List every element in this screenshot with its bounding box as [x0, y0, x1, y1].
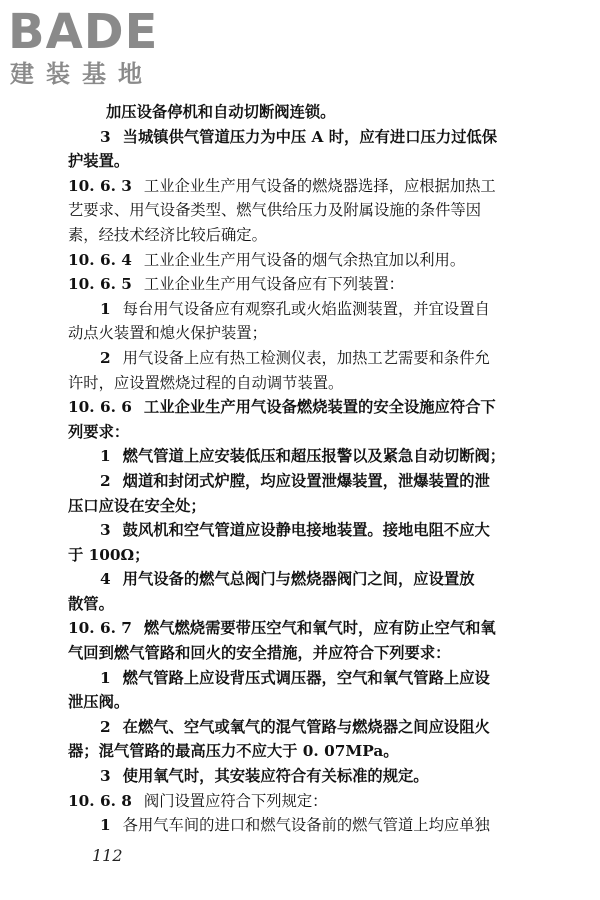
line-text: 艺要求、用气设备类型、燃气供给压力及附属设施的条件等因 [68, 201, 482, 220]
line-text: 护装置。 [68, 152, 130, 171]
line-text: 工业企业生产用气设备的燃烧器选择，应根据加热工 [143, 176, 496, 195]
text-line [68, 149, 548, 174]
clause-number: 10. 6. 5 [68, 275, 132, 294]
text-line [68, 198, 548, 223]
clause-number: 1 [100, 668, 111, 687]
clause-number: 2 [100, 717, 111, 736]
line-text: 用气设备的燃气总阀门与燃烧器阀门之间，应设置放 [122, 570, 475, 589]
line-text: 动点火装置和熄火保护装置； [68, 324, 267, 343]
text-line [68, 371, 548, 396]
clause-number: 10. 6. 6 [68, 398, 132, 417]
line-text: 当城镇供气管道压力为中压 A 时，应有进口压力过低保 [122, 127, 498, 146]
text-line [68, 641, 548, 666]
line-text: 素，经技术经济比较后确定。 [68, 225, 267, 244]
text-line [68, 420, 548, 445]
text-line [68, 272, 548, 297]
logo-wordmark: BADE [8, 4, 159, 60]
text-line [68, 789, 548, 814]
clause-number: 1 [100, 447, 111, 466]
clause-number: 1 [100, 299, 111, 318]
text-line [68, 346, 548, 371]
line-text: 于 100Ω； [68, 545, 150, 564]
text-line [68, 764, 548, 789]
clause-number: 2 [100, 471, 111, 490]
text-line [68, 518, 548, 543]
text-line [68, 567, 548, 592]
clause-number: 10. 6. 4 [68, 250, 132, 269]
line-text: 用气设备上应有热工检测仪表，加热工艺需要和条件允 [122, 348, 490, 367]
text-line [68, 813, 548, 838]
line-text: 泄压阀。 [68, 693, 130, 712]
text-line [68, 690, 548, 715]
clause-number: 3 [100, 767, 111, 786]
line-text: 阀门设置应符合下列规定： [143, 791, 328, 810]
text-line [68, 469, 548, 494]
brand-logo [8, 6, 178, 90]
clause-number: 2 [100, 348, 111, 367]
clause-number: 10. 6. 7 [68, 619, 132, 638]
line-text: 烟道和封闭式炉膛，均应设置泄爆装置，泄爆装置的泄 [122, 471, 490, 490]
text-line [68, 494, 548, 519]
line-text: 器；混气管路的最高压力不应大于 0. 07MPa。 [68, 742, 399, 761]
clause-number: 3 [100, 127, 111, 146]
line-text: 气回到燃气管路和回火的安全措施，并应符合下列要求： [68, 644, 451, 663]
line-text: 鼓风机和空气管道应设静电接地装置。接地电阻不应大 [122, 521, 490, 540]
line-text: 压口应设在安全处； [68, 496, 206, 515]
line-text: 燃气管道上应安装低压和超压报警以及紧急自动切断阀； [122, 447, 506, 466]
line-text: 列要求： [68, 422, 130, 441]
logo-subtitle: 建装基地 [10, 60, 154, 88]
line-text: 燃气管路上应设背压式调压器，空气和氧气管路上应设 [122, 668, 490, 687]
text-line [68, 297, 548, 322]
line-text: 使用氧气时，其安装应符合有关标准的规定。 [122, 767, 429, 786]
text-line [68, 125, 548, 150]
clause-number: 10. 6. 3 [68, 176, 132, 195]
line-text: 许时，应设置燃烧过程的自动调节装置。 [68, 373, 344, 392]
text-line [68, 174, 548, 199]
text-line [68, 444, 548, 469]
text-line [68, 223, 548, 248]
clause-number: 10. 6. 8 [68, 791, 132, 810]
line-text: 加压设备停机和自动切断阀连锁。 [106, 103, 336, 121]
text-line [68, 321, 548, 346]
text-line [68, 248, 548, 273]
text-line [68, 616, 548, 641]
text-line [68, 666, 548, 691]
document-body [68, 100, 548, 838]
line-text: 工业企业生产用气设备应有下列装置： [143, 275, 404, 294]
line-text: 燃气燃烧需要带压空气和氧气时，应有防止空气和氧 [143, 619, 496, 638]
clause-number: 3 [100, 521, 111, 540]
page-number: 112 [92, 846, 123, 865]
line-text: 各用气车间的进口和燃气设备前的燃气管道上均应单独 [122, 816, 490, 835]
line-text: 每台用气设备应有观察孔或火焰监测装置，并宜设置自 [122, 299, 490, 318]
text-line [68, 715, 548, 740]
text-line [68, 543, 548, 568]
clause-number: 4 [100, 570, 111, 589]
clause-number: 1 [100, 816, 111, 835]
line-text: 在燃气、空气或氧气的混气管路与燃烧器之间应设阻火 [122, 717, 490, 736]
text-line [68, 395, 548, 420]
line-text: 散管。 [68, 594, 114, 613]
line-text: 工业企业生产用气设备燃烧装置的安全设施应符合下 [143, 398, 496, 417]
text-line [68, 100, 548, 125]
text-line [68, 592, 548, 617]
line-text: 工业企业生产用气设备的烟气余热宜加以利用。 [143, 250, 466, 269]
text-line [68, 739, 548, 764]
